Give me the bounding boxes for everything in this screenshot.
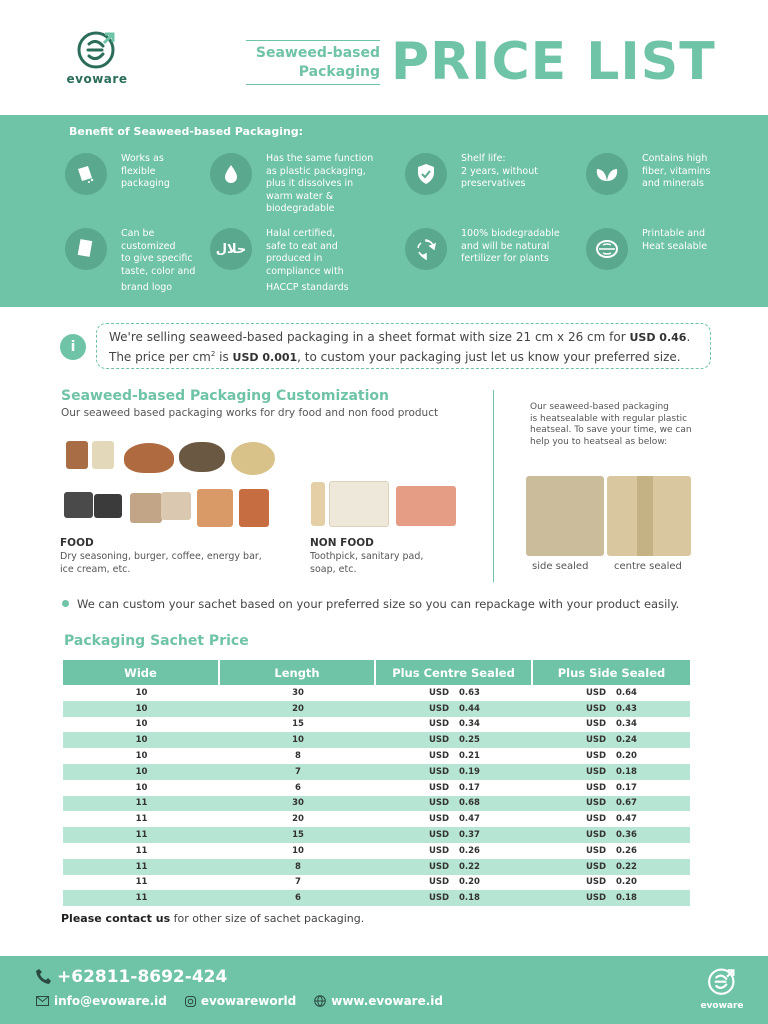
price-value: 0.20 <box>616 877 637 888</box>
price-value: 0.18 <box>616 766 637 777</box>
customization-title: Seaweed-based Packaging Customization <box>61 388 389 404</box>
currency-label: USD <box>429 830 450 841</box>
table-row <box>63 827 690 843</box>
table-row <box>63 685 690 701</box>
email-link[interactable]: info@evoware.id <box>36 994 167 1008</box>
page-footer <box>0 956 768 1024</box>
benefit-line: packaging <box>121 178 170 189</box>
centre-sealed-price <box>376 796 533 812</box>
currency-label: USD <box>586 782 607 793</box>
currency-label: USD <box>429 845 450 856</box>
leaf-icon <box>586 153 628 195</box>
subtitle-line-1: Seaweed-based <box>255 45 380 61</box>
header-wide: Wide <box>63 660 220 685</box>
header-subtitle <box>246 40 380 85</box>
currency-label: USD <box>429 798 450 809</box>
wide-cell: 10 <box>63 764 220 780</box>
custom-size-note: We can custom your sachet based on your preferred size so you can repackage with your product easily. <box>77 597 680 611</box>
price-value: 0.36 <box>616 830 637 841</box>
side-sealed-price <box>533 764 690 780</box>
centre-sealed-price <box>376 811 533 827</box>
heatseal-text: Our seaweed-based packaging is heatsealable with regular plastic heatseal. To save your time, we can help you to heatseal as below: <box>530 402 692 447</box>
price-value: 0.44 <box>459 703 480 714</box>
price-value: 0.64 <box>616 687 637 698</box>
side-sealed-price <box>533 811 690 827</box>
benefit-line: Has the same function <box>266 153 374 164</box>
benefits-panel <box>0 115 768 307</box>
table-row <box>63 780 690 796</box>
price-value: 0.26 <box>459 845 480 856</box>
product-photo-ice-cream <box>239 489 269 527</box>
table-row <box>63 811 690 827</box>
info-line-2: The price per $cm^2$ is USD 0.001, to custom your packaging just let us know your preferred size. <box>109 350 681 364</box>
currency-label: USD <box>429 751 450 762</box>
centre-sealed-price <box>376 890 533 906</box>
price-value: 0.19 <box>459 766 480 777</box>
currency-label: USD <box>429 719 450 730</box>
info-line-1: We're selling seaweed-based packaging in a sheet format with size 21 cm x 26 cm for USD 0.46. <box>109 330 691 344</box>
currency-label: USD <box>586 798 607 809</box>
centre-sealed-price <box>376 732 533 748</box>
benefit-item <box>405 228 573 270</box>
benefit-line: compliance with <box>266 265 344 277</box>
benefit-item <box>210 153 378 216</box>
centre-sealed-price <box>376 780 533 796</box>
phone-icon <box>35 968 53 986</box>
currency-label: USD <box>586 751 607 762</box>
centre-sealed-price <box>376 875 533 891</box>
wide-cell: 11 <box>63 890 220 906</box>
benefit-line: to give specific <box>121 253 193 264</box>
instagram-link[interactable]: evowareworld <box>185 994 296 1008</box>
info-box <box>96 323 711 369</box>
wide-cell: 10 <box>135 751 148 762</box>
table-row <box>63 732 690 748</box>
side-sealed-price <box>533 843 690 859</box>
centre-sealed-price <box>376 859 533 875</box>
centre-sealed-price <box>376 685 533 701</box>
recycle-icon <box>405 228 447 270</box>
benefit-line: brand logo <box>121 282 173 293</box>
centre-sealed-price <box>376 748 533 764</box>
phone-contact[interactable] <box>35 967 227 987</box>
price-value: 0.34 <box>616 719 637 730</box>
product-photo-coffee <box>179 442 225 472</box>
instagram-icon <box>185 996 196 1007</box>
footer-logo <box>697 966 747 1011</box>
benefit-line: and will be natural <box>461 240 550 252</box>
globe-icon <box>314 995 326 1007</box>
side-sealed-photo <box>526 476 604 556</box>
footer-links <box>36 994 461 1008</box>
currency-label: USD <box>429 735 450 746</box>
benefit-line: Printable and <box>642 228 706 239</box>
benefit-line: plus it dissolves in <box>266 178 354 189</box>
phone-number: +62811-8692-424 <box>57 967 228 987</box>
price-value: 0.34 <box>459 719 480 730</box>
logo-text: evoware <box>66 72 128 86</box>
length-cell: 15 <box>220 827 376 843</box>
nonfood-title: NON FOOD <box>310 537 374 549</box>
product-photo-bar <box>161 492 191 520</box>
table-row <box>63 890 690 906</box>
currency-label: USD <box>586 719 607 730</box>
website-link[interactable]: www.evoware.id <box>314 994 443 1008</box>
benefits-title: Benefit of Seaweed-based Packaging: <box>69 125 304 138</box>
price-value: 0.67 <box>616 798 637 809</box>
benefit-line: taste, color and <box>121 265 196 277</box>
table-row <box>63 717 690 733</box>
centre-sealed-price <box>376 843 533 859</box>
table-row <box>63 701 690 717</box>
product-photo-burger <box>124 443 174 473</box>
cm2-price: USD 0.001 <box>232 351 298 364</box>
length-cell: 7 <box>295 877 301 888</box>
length-cell: 10 <box>292 845 304 856</box>
food-description: Dry seasoning, burger, coffee, energy bar, ice cream, etc. <box>60 551 262 575</box>
price-value: 0.20 <box>616 751 637 762</box>
length-cell: 8 <box>295 751 301 762</box>
price-value: 0.18 <box>616 893 637 904</box>
product-photo-sachet <box>92 441 114 469</box>
wide-cell: 10 <box>63 701 220 717</box>
side-sealed-price <box>533 717 690 733</box>
currency-label: USD <box>429 782 450 793</box>
side-sealed-price <box>533 732 690 748</box>
benefit-line: Contains high <box>642 153 708 164</box>
side-sealed-price <box>533 827 690 843</box>
length-cell: 8 <box>220 859 376 875</box>
currency-label: USD <box>586 735 607 746</box>
evoware-logo-icon <box>706 966 738 996</box>
side-sealed-price <box>533 796 690 812</box>
benefit-item <box>586 153 754 195</box>
table-row <box>63 796 690 812</box>
length-cell: 6 <box>220 890 376 906</box>
price-value: 0.47 <box>616 814 637 825</box>
benefit-item <box>210 228 378 295</box>
table-header-row <box>63 660 690 685</box>
price-value: 0.25 <box>459 735 480 746</box>
currency-label: USD <box>429 814 450 825</box>
side-sealed-price <box>533 859 690 875</box>
product-photo-dark-sachet <box>64 492 93 518</box>
currency-label: USD <box>586 877 607 888</box>
food-title: FOOD <box>60 537 94 549</box>
wide-cell: 11 <box>63 827 220 843</box>
price-value: 0.37 <box>459 830 480 841</box>
benefit-line: customized <box>121 240 176 252</box>
halal-text: حلال <box>215 241 247 257</box>
benefit-item <box>405 153 573 195</box>
centre-sealed-price <box>376 701 533 717</box>
centre-sealed-price <box>376 827 533 843</box>
shield-check-icon <box>405 153 447 195</box>
footer-logo-text: evoware <box>700 1001 744 1011</box>
benefit-line: Heat sealable <box>642 240 708 252</box>
side-sealed-price <box>533 685 690 701</box>
benefit-line: fertilizer for plants <box>461 253 549 264</box>
price-value: 0.21 <box>459 751 480 762</box>
halal-icon <box>210 228 252 270</box>
product-photo-dark-sachet <box>94 494 122 518</box>
benefit-line: safe to eat and <box>266 240 338 252</box>
benefit-line: Halal certified, <box>266 228 336 239</box>
benefit-line: preservatives <box>461 178 526 189</box>
currency-label: USD <box>429 877 450 888</box>
price-value: 0.43 <box>616 703 637 714</box>
currency-label: USD <box>586 703 607 714</box>
benefit-line: produced in <box>266 253 323 264</box>
subtitle-line-2: Packaging <box>298 64 380 80</box>
price-value: 0.24 <box>616 735 637 746</box>
length-cell: 20 <box>292 814 304 825</box>
price-table-title: Packaging Sachet Price <box>64 633 249 649</box>
product-photo-sanitary-pad <box>329 481 389 527</box>
price-value: 0.63 <box>459 687 480 698</box>
currency-label: USD <box>586 830 607 841</box>
nonfood-description: Toothpick, sanitary pad, soap, etc. <box>310 551 424 575</box>
side-sealed-price <box>533 748 690 764</box>
side-sealed-price <box>533 701 690 717</box>
table-row <box>63 748 690 764</box>
sheet-price: USD 0.46 <box>629 331 687 344</box>
side-sealed-price <box>533 780 690 796</box>
length-cell: 10 <box>220 732 376 748</box>
table-row <box>63 843 690 859</box>
bullet-dot <box>62 600 69 607</box>
product-photo-noodle <box>231 442 275 475</box>
centre-sealed-caption: centre sealed <box>614 561 682 572</box>
benefit-line: flexible <box>121 165 156 177</box>
wide-cell: 10 <box>135 719 148 730</box>
price-value: 0.22 <box>459 861 480 872</box>
benefit-line: Can be <box>121 228 155 239</box>
table-row <box>63 764 690 780</box>
customization-subtitle: Our seaweed based packaging works for dry food and non food product <box>61 407 439 419</box>
benefit-line: biodegradable <box>266 203 335 214</box>
length-cell: 15 <box>292 719 304 730</box>
price-value: 0.47 <box>459 814 480 825</box>
evoware-logo-icon <box>75 28 119 70</box>
currency-label: USD <box>586 861 607 872</box>
currency-label: USD <box>429 893 450 904</box>
table-row <box>63 859 690 875</box>
header-length: Length <box>220 660 376 685</box>
currency-label: USD <box>429 687 450 698</box>
product-photo-seasoning <box>66 441 88 469</box>
header-side-sealed: Plus Side Sealed <box>533 660 690 685</box>
side-sealed-price <box>533 875 690 891</box>
benefit-item <box>65 153 233 195</box>
price-value: 0.17 <box>459 782 480 793</box>
wide-cell: 10 <box>63 732 220 748</box>
side-sealed-price <box>533 890 690 906</box>
currency-label: USD <box>429 861 450 872</box>
centre-sealed-price <box>376 717 533 733</box>
wide-cell: 10 <box>135 687 148 698</box>
product-photo-toothpick <box>311 482 325 526</box>
price-value: 0.22 <box>616 861 637 872</box>
currency-label: USD <box>586 893 607 904</box>
product-photo-snack <box>130 493 162 523</box>
benefit-item <box>65 228 233 295</box>
header-centre-sealed: Plus Centre Sealed <box>376 660 533 685</box>
custom-sheet-icon <box>65 228 107 270</box>
heatseal-icon <box>586 228 628 270</box>
currency-label: USD <box>429 703 450 714</box>
side-sealed-caption: side sealed <box>532 561 589 572</box>
water-drop-icon <box>210 153 252 195</box>
wide-cell: 11 <box>63 796 220 812</box>
currency-label: USD <box>429 766 450 777</box>
wide-cell: 11 <box>135 877 148 888</box>
benefit-line: warm water & <box>266 190 334 202</box>
currency-label: USD <box>586 687 607 698</box>
benefit-line: and minerals <box>642 178 704 189</box>
length-cell: 20 <box>220 701 376 717</box>
info-icon: i <box>60 334 86 360</box>
benefit-line: Works as <box>121 153 164 164</box>
centre-sealed-price <box>376 764 533 780</box>
price-table <box>63 660 690 906</box>
product-photo-soap <box>396 486 456 526</box>
length-cell: 6 <box>295 782 301 793</box>
price-value: 0.26 <box>616 845 637 856</box>
page-header <box>0 0 768 115</box>
benefit-line: fiber, vitamins <box>642 165 711 177</box>
table-row <box>63 875 690 891</box>
currency-label: USD <box>586 766 607 777</box>
page-title: PRICE LIST <box>391 32 716 92</box>
contact-note: Please contact us for other size of sachet packaging. <box>61 912 365 925</box>
price-value: 0.68 <box>459 798 480 809</box>
benefit-line: as plastic packaging, <box>266 165 366 177</box>
benefit-line: Shelf life: <box>461 153 506 164</box>
benefit-item <box>586 228 754 270</box>
length-cell: 30 <box>220 796 376 812</box>
wide-cell: 10 <box>135 782 148 793</box>
product-photo-energy-bar <box>197 489 233 527</box>
benefit-line: 100% biodegradable <box>461 228 560 239</box>
benefit-line: 2 years, without <box>461 165 538 177</box>
wide-cell: 11 <box>63 859 220 875</box>
length-cell: 30 <box>292 687 304 698</box>
price-value: 0.18 <box>459 893 480 904</box>
price-value: 0.17 <box>616 782 637 793</box>
benefit-line: HACCP standards <box>266 282 349 293</box>
price-value: 0.20 <box>459 877 480 888</box>
length-cell: 7 <box>220 764 376 780</box>
flexible-pouch-icon <box>65 153 107 195</box>
currency-label: USD <box>586 845 607 856</box>
wide-cell: 11 <box>135 845 148 856</box>
wide-cell: 11 <box>135 814 148 825</box>
mail-icon <box>36 996 49 1006</box>
section-divider <box>493 390 494 582</box>
currency-label: USD <box>586 814 607 825</box>
evoware-logo <box>62 28 132 86</box>
centre-sealed-photo <box>607 476 691 556</box>
